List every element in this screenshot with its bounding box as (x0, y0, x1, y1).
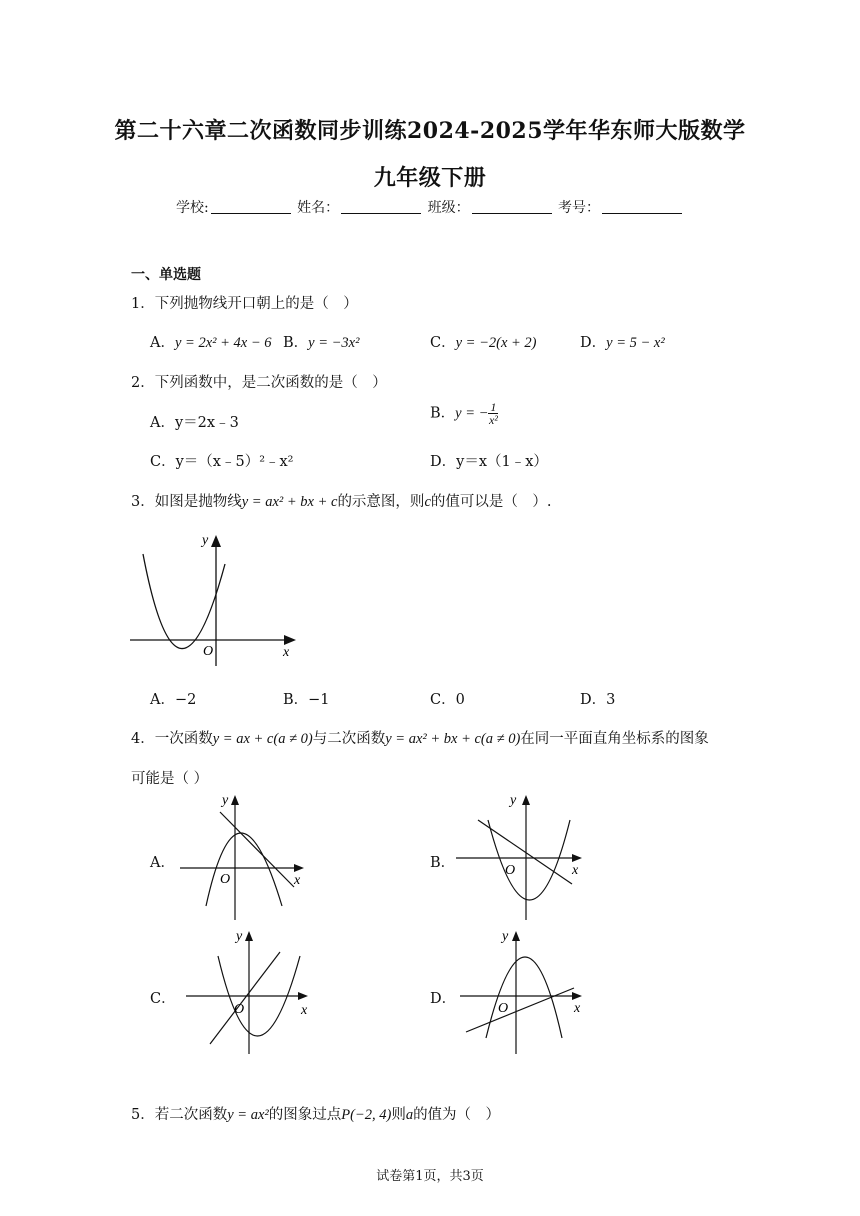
x-axis-arrow-icon (572, 854, 582, 862)
line-graph (478, 820, 572, 884)
stem-expr: y = ax² (227, 1107, 269, 1123)
y-axis-label: y (236, 929, 243, 944)
stem-text: 3．如图是抛物线 (131, 494, 242, 510)
question-4-option-c-graph (182, 926, 318, 1056)
question-1-stem: 1．下列抛物线开口朝上的是（ ） (131, 296, 358, 312)
question-2-option-b[interactable] (430, 401, 498, 426)
question-2-option-d[interactable]: D．y＝x（1﹣x） (430, 454, 548, 470)
class-label: 班级： (427, 200, 470, 216)
question-1-option-a[interactable] (150, 331, 272, 352)
school-label: 学校: (175, 200, 209, 216)
question-4-option-b-graph (452, 790, 592, 922)
y-axis-arrow-icon (512, 931, 520, 941)
option-label: B． (283, 335, 309, 351)
x-axis-arrow-icon (298, 992, 308, 1000)
question-1-option-b[interactable] (283, 331, 359, 352)
parabola-curve (488, 820, 570, 900)
y-axis-arrow-icon (231, 795, 239, 805)
x-axis-label: x (574, 1001, 581, 1016)
x-axis-arrow-icon (294, 864, 304, 872)
question-1-option-c[interactable] (430, 331, 537, 352)
stem-text: 与二次函数 (312, 731, 386, 747)
question-4-option-c[interactable]: C． (150, 991, 176, 1007)
line-graph (220, 812, 294, 887)
y-axis-label: y (502, 929, 509, 944)
page-title: 第二十六章二次函数同步训练2024-2025学年华东师大版数学 (114, 118, 746, 144)
option-expr: y = 2x² + 4x − 6 (174, 335, 272, 351)
stem-expr: y = ax² + bx + c (241, 494, 338, 510)
question-3-option-a[interactable]: A．−2 (150, 692, 197, 708)
fraction (488, 401, 498, 426)
stem-var: a (405, 1107, 414, 1123)
class-blank[interactable] (472, 199, 552, 214)
stem-text: 的示意图，则 (337, 494, 425, 510)
stem-text: 的图象过点 (268, 1107, 342, 1123)
question-4-option-b[interactable]: B． (430, 855, 456, 871)
stem-point: P(−2, 4) (341, 1107, 392, 1123)
y-axis-arrow-icon (245, 931, 253, 941)
parabola-curve (143, 554, 225, 649)
student-info-line (0, 197, 860, 217)
stem-text: 4．一次函数 (131, 731, 213, 747)
origin-label: O (220, 872, 231, 887)
question-5-stem (131, 1103, 500, 1124)
section-title: 一、单选题 (131, 267, 201, 283)
origin-label: O (234, 1002, 245, 1017)
y-axis-label: y (510, 793, 517, 808)
question-3-parabola-graph (126, 530, 302, 668)
x-axis-label: x (294, 873, 301, 888)
question-4-stem-line2: 可能是（ ） (131, 771, 209, 787)
option-expr: y = −3x² (308, 335, 360, 351)
question-4-option-d[interactable]: D． (430, 991, 457, 1007)
y-axis-arrow-icon (522, 795, 530, 805)
question-3-option-d[interactable]: D．3 (580, 692, 616, 708)
school-blank[interactable] (211, 199, 291, 214)
question-1-option-d[interactable] (580, 331, 665, 352)
stem-text: 则 (391, 1107, 406, 1123)
question-4-option-a-graph (176, 790, 312, 922)
x-axis-label: x (283, 645, 290, 660)
question-4-option-a[interactable]: A． (150, 855, 175, 871)
fraction-denominator: x² (488, 413, 498, 427)
question-4-option-d-graph (456, 926, 592, 1056)
question-2-option-a[interactable]: A．y＝2x﹣3 (150, 415, 239, 431)
x-axis-arrow-icon (284, 635, 296, 645)
name-label: 姓名： (297, 200, 340, 216)
option-expr-prefix: y = − (455, 405, 489, 422)
question-4-stem (131, 727, 709, 748)
y-axis-label: y (202, 533, 209, 548)
stem-text: 的值可以是（ ）. (430, 494, 552, 510)
option-expr: y = −2(x + 2) (455, 335, 537, 351)
stem-expr: y = ax + c(a ≠ 0) (212, 731, 313, 747)
page-footer: 试卷第1页，共3页 (376, 1169, 484, 1184)
option-expr: y = 5 − x² (606, 335, 665, 351)
stem-text: 的值为（ ） (413, 1107, 501, 1123)
question-3-option-b[interactable]: B．−1 (283, 692, 330, 708)
origin-label: O (505, 863, 516, 878)
x-axis-label: x (572, 863, 579, 878)
origin-label: O (203, 644, 214, 659)
option-label: A． (150, 335, 175, 351)
line-graph (466, 988, 574, 1032)
question-2-stem: 2．下列函数中，是二次函数的是（ ） (131, 375, 387, 391)
question-3-stem (131, 490, 551, 511)
stem-text: 在同一平面直角坐标系的图象 (520, 731, 709, 747)
y-axis-arrow-icon (211, 535, 221, 547)
name-blank[interactable] (341, 199, 421, 214)
question-3-option-c[interactable]: C．0 (430, 692, 465, 708)
option-label: C． (430, 335, 456, 351)
stem-expr: y = ax² + bx + c(a ≠ 0) (385, 731, 521, 747)
question-2-option-c[interactable]: C．y＝（x﹣5）²﹣x² (150, 454, 294, 470)
x-axis-arrow-icon (572, 992, 582, 1000)
stem-text: 5．若二次函数 (131, 1107, 228, 1123)
exam-number-blank[interactable] (602, 199, 682, 214)
option-label: B． (430, 405, 456, 422)
stem-var: c (424, 494, 431, 510)
parabola-curve (206, 833, 282, 906)
x-axis-label: x (301, 1003, 308, 1018)
option-label: D． (580, 335, 607, 351)
page-title-line2: 九年级下册 (373, 165, 487, 191)
fraction-numerator: 1 (490, 400, 497, 414)
origin-label: O (498, 1001, 509, 1016)
y-axis-label: y (222, 793, 229, 808)
exam-number-label: 考号： (558, 200, 601, 216)
